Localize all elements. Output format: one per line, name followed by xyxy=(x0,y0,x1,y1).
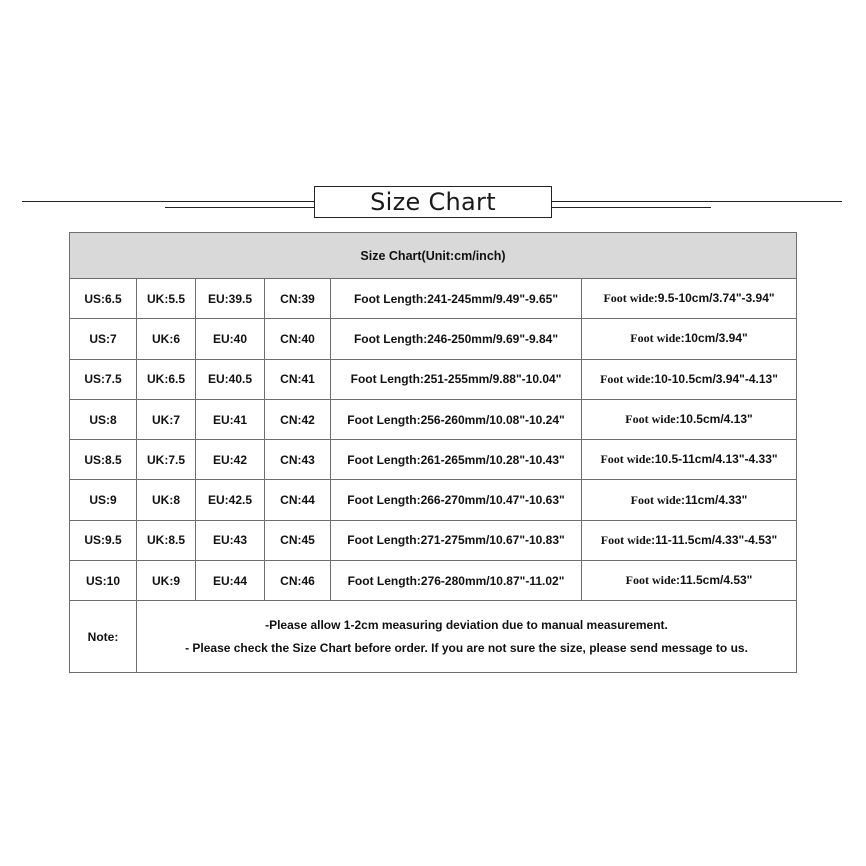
note-line-2: - Please check the Size Chart before order. If you are not sure the size, please send message to us. xyxy=(185,640,748,655)
cn-size: CN:42 xyxy=(265,399,331,439)
uk-size: UK:9 xyxy=(137,561,196,601)
uk-size: UK:5.5 xyxy=(137,279,196,319)
foot-width-value: :10.5-11cm/4.13"-4.33" xyxy=(650,452,778,467)
foot-length: Foot Length:276-280mm/10.87"-11.02" xyxy=(331,561,582,601)
us-size: US:7 xyxy=(70,319,137,359)
table-header: Size Chart(Unit:cm/inch) xyxy=(70,233,797,279)
foot-width-label: Foot wide xyxy=(600,452,651,467)
eu-size: EU:40.5 xyxy=(196,359,265,399)
foot-length: Foot Length:246-250mm/9.69"-9.84" xyxy=(331,319,582,359)
banner-rule-left-short xyxy=(165,207,314,208)
cn-size: CN:39 xyxy=(265,279,331,319)
foot-length: Foot Length:261-265mm/10.28"-10.43" xyxy=(331,440,582,480)
banner-rule-left xyxy=(22,201,314,202)
foot-width xyxy=(582,279,797,319)
us-size: US:9 xyxy=(70,480,137,520)
uk-size: UK:7 xyxy=(137,399,196,439)
foot-width xyxy=(582,399,797,439)
foot-width-label: Foot wide xyxy=(600,371,651,386)
foot-width-value: :11-11.5cm/4.33"-4.53" xyxy=(651,532,778,547)
foot-width-label: Foot wide xyxy=(625,573,676,588)
eu-size: EU:42 xyxy=(196,440,265,480)
cn-size: CN:40 xyxy=(265,319,331,359)
foot-width-value: :9.5-10cm/3.74"-3.94" xyxy=(653,291,775,306)
uk-size: UK:8.5 xyxy=(137,520,196,560)
note-label: Note: xyxy=(70,601,137,673)
eu-size: EU:39.5 xyxy=(196,279,265,319)
banner-box-bottom-edge xyxy=(314,217,552,218)
table-row xyxy=(70,520,797,560)
foot-width xyxy=(582,561,797,601)
us-size: US:6.5 xyxy=(70,279,137,319)
eu-size: EU:44 xyxy=(196,561,265,601)
uk-size: UK:7.5 xyxy=(137,440,196,480)
cn-size: CN:44 xyxy=(265,480,331,520)
size-table xyxy=(69,232,797,673)
foot-width xyxy=(582,319,797,359)
us-size: US:7.5 xyxy=(70,359,137,399)
foot-width-value: :10-10.5cm/3.94"-4.13" xyxy=(650,371,778,386)
banner-title-box xyxy=(314,186,552,218)
cn-size: CN:46 xyxy=(265,561,331,601)
cn-size: CN:41 xyxy=(265,359,331,399)
banner-title: Size Chart xyxy=(370,188,496,216)
foot-width-value: :11cm/4.33" xyxy=(680,492,748,507)
foot-length: Foot Length:271-275mm/10.67"-10.83" xyxy=(331,520,582,560)
table-row xyxy=(70,561,797,601)
foot-width-value: :11.5cm/4.53" xyxy=(675,573,753,588)
foot-width xyxy=(582,440,797,480)
note-text xyxy=(137,601,797,673)
foot-width-label: Foot wide xyxy=(625,412,676,427)
banner-box-top-edge xyxy=(314,186,552,187)
table-row xyxy=(70,399,797,439)
foot-width-value: :10.5cm/4.13" xyxy=(675,412,753,427)
us-size: US:8.5 xyxy=(70,440,137,480)
foot-length: Foot Length:251-255mm/9.88"-10.04" xyxy=(331,359,582,399)
uk-size: UK:6.5 xyxy=(137,359,196,399)
eu-size: EU:42.5 xyxy=(196,480,265,520)
foot-length: Foot Length:241-245mm/9.49"-9.65" xyxy=(331,279,582,319)
table-row xyxy=(70,319,797,359)
eu-size: EU:41 xyxy=(196,399,265,439)
cn-size: CN:43 xyxy=(265,440,331,480)
table-row xyxy=(70,279,797,319)
foot-length: Foot Length:266-270mm/10.47"-10.63" xyxy=(331,480,582,520)
uk-size: UK:8 xyxy=(137,480,196,520)
us-size: US:10 xyxy=(70,561,137,601)
us-size: US:8 xyxy=(70,399,137,439)
table-row xyxy=(70,480,797,520)
uk-size: UK:6 xyxy=(137,319,196,359)
banner-rule-right xyxy=(552,201,842,202)
foot-width-value: :10cm/3.94" xyxy=(680,331,748,346)
table-row xyxy=(70,359,797,399)
us-size: US:9.5 xyxy=(70,520,137,560)
note-row xyxy=(70,601,797,673)
note-line-1: -Please allow 1-2cm measuring deviation due to manual measurement. xyxy=(265,617,668,632)
foot-length: Foot Length:256-260mm/10.08"-10.24" xyxy=(331,399,582,439)
foot-width-label: Foot wide xyxy=(603,291,654,306)
banner-rule-right-short xyxy=(552,207,711,208)
eu-size: EU:40 xyxy=(196,319,265,359)
table-row xyxy=(70,440,797,480)
cn-size: CN:45 xyxy=(265,520,331,560)
foot-width xyxy=(582,480,797,520)
size-rows xyxy=(70,279,797,673)
foot-width-label: Foot wide xyxy=(630,331,681,346)
foot-width-label: Foot wide xyxy=(630,492,681,507)
foot-width-label: Foot wide xyxy=(600,532,652,547)
foot-width xyxy=(582,520,797,560)
eu-size: EU:43 xyxy=(196,520,265,560)
foot-width xyxy=(582,359,797,399)
